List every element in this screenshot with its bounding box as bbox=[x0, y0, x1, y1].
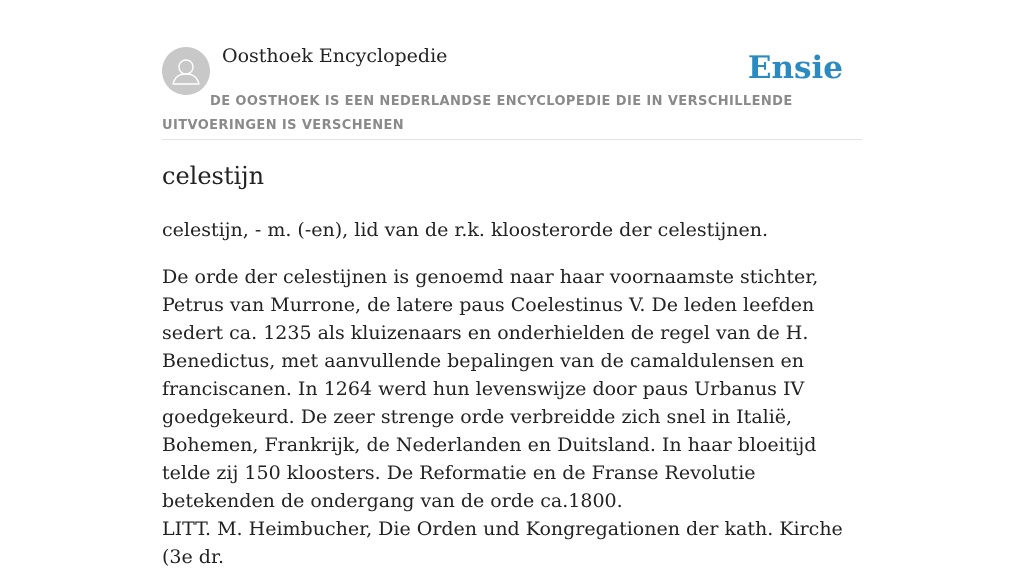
article-title: celestijn bbox=[162, 162, 265, 190]
article-body bbox=[162, 263, 864, 571]
publication-tagline: DE OOSTHOEK IS EEN NEDERLANDSE ENCYCLOPEDIE DIE IN VERSCHILLENDE UITVOERINGEN IS VERSCHENEN bbox=[162, 94, 793, 133]
brand-logo[interactable]: Ensie bbox=[747, 50, 843, 86]
article-body-text: De orde der celestijnen is genoemd naar haar voornaamste stichter, Petrus van Murrone, de latere paus Coelestinus V. De leden leefden sedert ca. 1235 als kluizenaars en onderhielden de regel van de H. Benedictus, met aanvullende bepalingen van de camaldulensen en franciscanen. In 1264 werd hun levenswijze door paus Urbanus IV goedgekeurd. De zeer strenge orde verbreidde zich snel in Italië, Bohemen, Frankrijk, de Nederlanden en Duitsland. In haar bloeitijd telde zij 150 kloosters. De Reformatie en de Franse Revolutie betekenden de ondergang van de orde ca.1800. bbox=[162, 266, 819, 512]
article-literature: LITT. M. Heimbucher, Die Orden und Kongregationen der kath. Kirche (3e dr. bbox=[162, 518, 843, 568]
user-icon bbox=[162, 47, 210, 95]
publication-avatar[interactable] bbox=[162, 47, 210, 95]
article-definition: celestijn, - m. (-en), lid van de r.k. kloosterorde der celestijnen. bbox=[162, 219, 768, 241]
publication-name[interactable]: Oosthoek Encyclopedie bbox=[222, 45, 448, 67]
header-divider bbox=[162, 139, 862, 140]
